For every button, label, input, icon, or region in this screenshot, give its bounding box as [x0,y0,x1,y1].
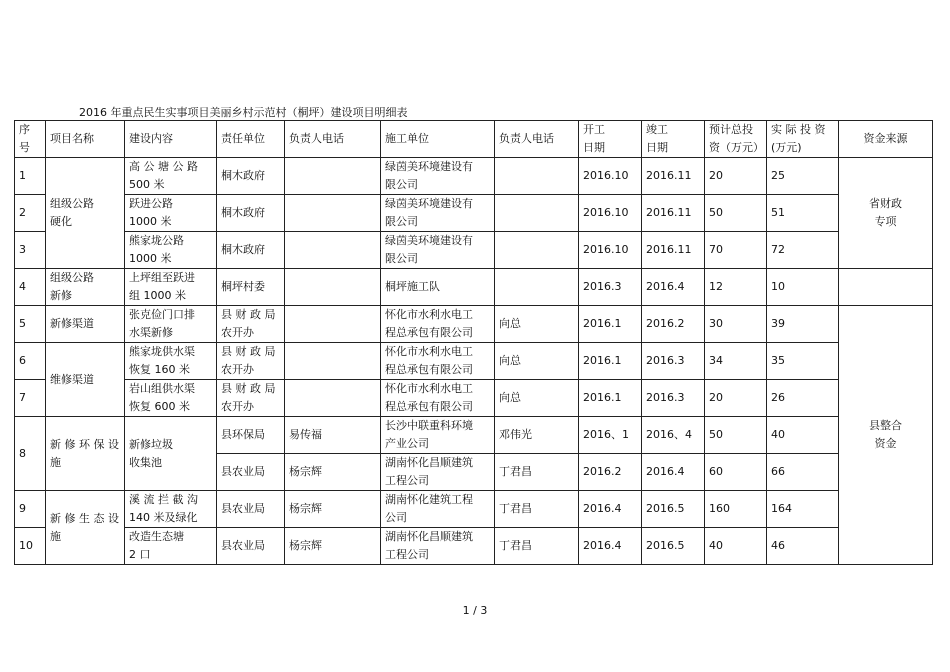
cell-builder: 绿茵美环境建设有 限公司 [381,232,495,269]
cell-builder-phone [495,232,579,269]
cell-phone [285,158,381,195]
cell-no: 1 [15,158,46,195]
cell-source-empty [839,269,933,306]
cell-content: 岩山组供水渠 恢复 600 米 [125,380,217,417]
cell-plan: 30 [705,306,767,343]
cell-builder: 怀化市水利水电工 程总承包有限公司 [381,343,495,380]
cell-phone: 杨宗辉 [285,528,381,565]
cell-builder: 绿茵美环境建设有 限公司 [381,158,495,195]
cell-no: 7 [15,380,46,417]
cell-unit: 桐木政府 [217,195,285,232]
cell-plan: 12 [705,269,767,306]
table-row [15,491,933,528]
document-title: 2016 年重点民生实事项目美丽乡村示范村（桐坪）建设项目明细表 [79,106,408,119]
cell-builder: 湖南怀化建筑工程 公司 [381,491,495,528]
cell-phone [285,269,381,306]
cell-actual: 10 [767,269,839,306]
cell-plan: 160 [705,491,767,528]
cell-actual: 72 [767,232,839,269]
cell-start: 2016、1 [579,417,642,454]
cell-builder: 桐坪施工队 [381,269,495,306]
cell-plan: 20 [705,380,767,417]
cell-phone [285,343,381,380]
cell-builder-phone [495,195,579,232]
cell-content: 张克俭门口排 水渠新修 [125,306,217,343]
cell-builder: 怀化市水利水电工 程总承包有限公司 [381,306,495,343]
header-builder: 施工单位 [381,121,495,158]
source-provincial: 省财政 专项 [839,158,933,269]
cell-no: 5 [15,306,46,343]
cell-phone [285,380,381,417]
cell-start: 2016.1 [579,343,642,380]
cell-plan: 60 [705,454,767,491]
cell-no: 3 [15,232,46,269]
cell-content: 上坪组至跃进 组 1000 米 [125,269,217,306]
cell-plan: 50 [705,195,767,232]
cell-actual: 25 [767,158,839,195]
table-row [15,343,933,380]
cell-builder-phone: 邓伟光 [495,417,579,454]
table-row [15,158,933,195]
cell-end: 2016.11 [642,232,705,269]
header-unit: 责任单位 [217,121,285,158]
cell-phone: 易传福 [285,417,381,454]
cell-phone: 杨宗辉 [285,491,381,528]
cell-plan: 40 [705,528,767,565]
cell-no: 9 [15,491,46,528]
project-detail-table [14,120,933,565]
cell-unit: 县环保局 [217,417,285,454]
cell-plan: 20 [705,158,767,195]
group-eco-facility: 新 修 生 态 设 施 [46,491,125,565]
cell-unit: 县 财 政 局 农开办 [217,380,285,417]
cell-start: 2016.4 [579,491,642,528]
header-seq: 序 号 [15,121,46,158]
header-fund-source: 资金来源 [839,121,933,158]
cell-builder-phone [495,269,579,306]
table-row [15,417,933,454]
source-county: 县整合 资金 [839,306,933,565]
cell-end: 2016.5 [642,528,705,565]
header-start-date: 开工 日期 [579,121,642,158]
cell-content: 熊家垅公路 1000 米 [125,232,217,269]
group-road-new: 组级公路 新修 [46,269,125,306]
cell-unit: 县农业局 [217,528,285,565]
table-row [15,380,933,417]
cell-phone [285,306,381,343]
table-row [15,269,933,306]
cell-builder: 绿茵美环境建设有 限公司 [381,195,495,232]
cell-no: 6 [15,343,46,380]
table-row [15,528,933,565]
cell-builder-phone: 向总 [495,343,579,380]
cell-builder-phone [495,158,579,195]
cell-start: 2016.4 [579,528,642,565]
cell-end: 2016.4 [642,269,705,306]
cell-actual: 35 [767,343,839,380]
cell-no: 8 [15,417,46,491]
header-content: 建设内容 [125,121,217,158]
cell-actual: 164 [767,491,839,528]
cell-builder-phone: 丁君昌 [495,454,579,491]
cell-builder: 怀化市水利水电工 程总承包有限公司 [381,380,495,417]
cell-unit: 县农业局 [217,454,285,491]
cell-plan: 34 [705,343,767,380]
header-phone: 负责人电话 [285,121,381,158]
cell-content: 跃进公路 1000 米 [125,195,217,232]
cell-builder-phone: 丁君昌 [495,491,579,528]
cell-builder: 长沙中联重科环境 产业公司 [381,417,495,454]
cell-end: 2016.5 [642,491,705,528]
group-new-canal: 新修渠道 [46,306,125,343]
cell-builder-phone: 向总 [495,380,579,417]
table-row [15,306,933,343]
cell-unit: 桐坪村委 [217,269,285,306]
group-road-hardening: 组级公路 硬化 [46,158,125,269]
cell-unit: 县农业局 [217,491,285,528]
cell-end: 2016.3 [642,343,705,380]
cell-builder: 湖南怀化昌顺建筑 工程公司 [381,528,495,565]
cell-content: 新修垃圾 收集池 [125,417,217,491]
cell-actual: 26 [767,380,839,417]
cell-unit: 县 财 政 局 农开办 [217,343,285,380]
cell-no: 10 [15,528,46,565]
cell-actual: 51 [767,195,839,232]
cell-unit: 桐木政府 [217,158,285,195]
table-row [15,195,933,232]
cell-plan: 70 [705,232,767,269]
header-planned-investment: 预计总投 资（万元） [705,121,767,158]
cell-end: 2016.4 [642,454,705,491]
cell-plan: 50 [705,417,767,454]
group-env-facility: 新 修 环 保 设 施 [46,417,125,491]
cell-content: 溪 流 拦 截 沟 140 米及绿化 [125,491,217,528]
cell-phone: 杨宗辉 [285,454,381,491]
cell-no: 2 [15,195,46,232]
cell-end: 2016.11 [642,158,705,195]
header-builder-phone: 负责人电话 [495,121,579,158]
cell-builder-phone: 丁君昌 [495,528,579,565]
header-actual-investment: 实 际 投 资 (万元) [767,121,839,158]
cell-phone [285,232,381,269]
cell-content: 改造生态塘 2 口 [125,528,217,565]
cell-start: 2016.1 [579,306,642,343]
header-end-date: 竣工 日期 [642,121,705,158]
cell-start: 2016.10 [579,195,642,232]
table-header-row [15,121,933,158]
cell-end: 2016.2 [642,306,705,343]
cell-phone [285,195,381,232]
cell-unit: 县 财 政 局 农开办 [217,306,285,343]
cell-builder-phone: 向总 [495,306,579,343]
page-indicator: 1 / 3 [462,604,488,617]
cell-end: 2016.3 [642,380,705,417]
cell-start: 2016.3 [579,269,642,306]
cell-unit: 桐木政府 [217,232,285,269]
cell-start: 2016.10 [579,232,642,269]
cell-end: 2016、4 [642,417,705,454]
cell-actual: 39 [767,306,839,343]
cell-actual: 66 [767,454,839,491]
cell-content: 熊家垅供水渠 恢复 160 米 [125,343,217,380]
cell-start: 2016.2 [579,454,642,491]
cell-actual: 46 [767,528,839,565]
cell-content: 高 公 塘 公 路 500 米 [125,158,217,195]
cell-start: 2016.1 [579,380,642,417]
cell-start: 2016.10 [579,158,642,195]
cell-end: 2016.11 [642,195,705,232]
header-project-name: 项目名称 [46,121,125,158]
group-repair-canal: 维修渠道 [46,343,125,417]
cell-no: 4 [15,269,46,306]
table-row [15,232,933,269]
cell-builder: 湖南怀化昌顺建筑 工程公司 [381,454,495,491]
cell-actual: 40 [767,417,839,454]
